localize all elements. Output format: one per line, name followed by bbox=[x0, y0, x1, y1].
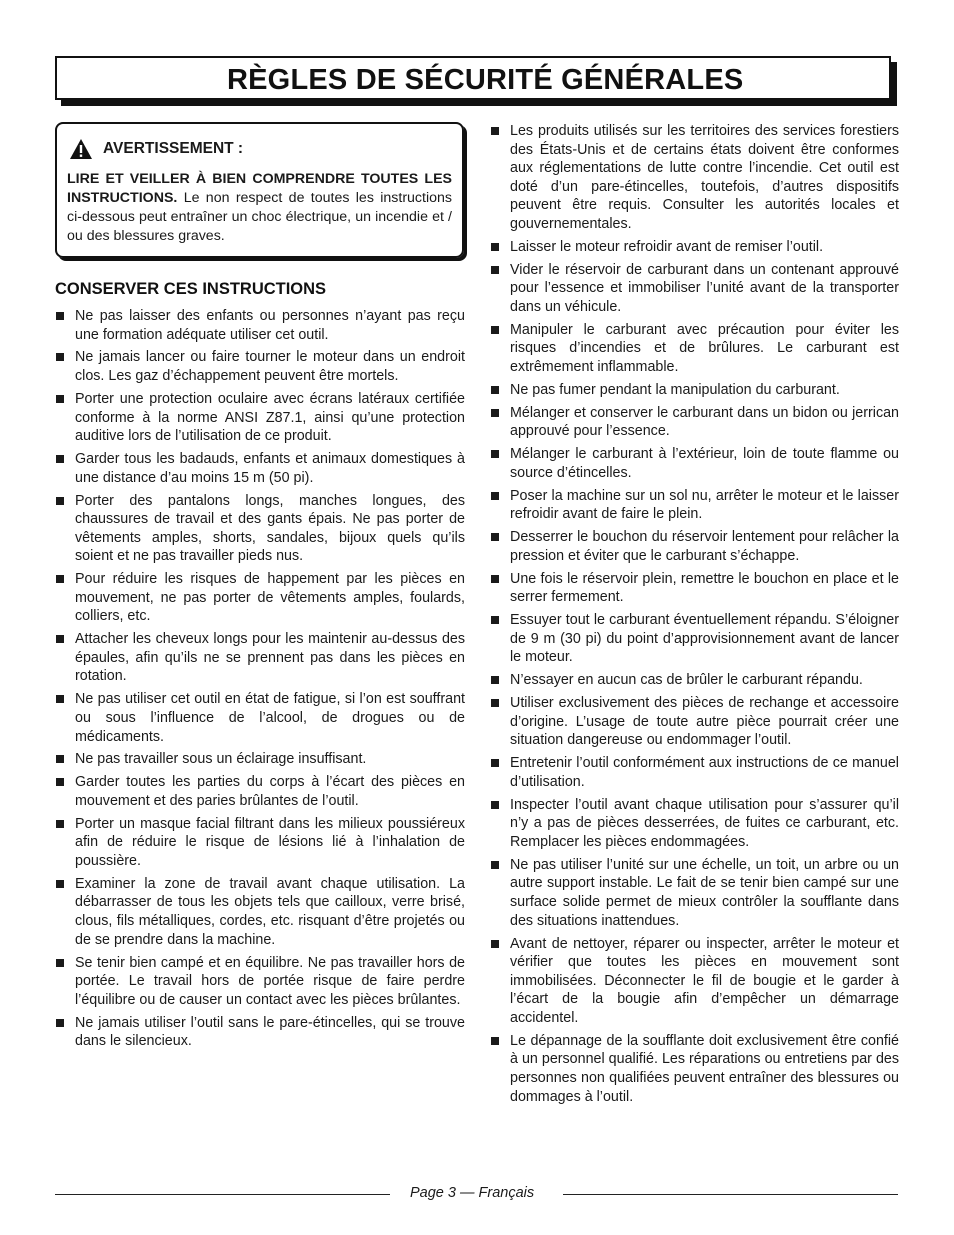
list-item bbox=[55, 390, 465, 446]
warning-bold-text: LIRE ET VEILLER À BIEN COMPRENDRE TOUTES LES INSTRUCTIONS. bbox=[67, 171, 452, 206]
left-column bbox=[55, 122, 465, 1055]
bullet-square-icon bbox=[491, 759, 499, 767]
list-item bbox=[55, 690, 465, 746]
list-item-text: Ne jamais lancer ou faire tourner le moteur dans un endroit clos. Les gaz d’échappement peuvent être mortels. bbox=[75, 349, 465, 385]
footer-rule-right bbox=[563, 1194, 898, 1195]
list-item bbox=[490, 528, 899, 565]
title-box bbox=[55, 56, 891, 100]
list-item bbox=[490, 381, 899, 400]
list-item-text: N’essayer en aucun cas de brûler le carburant répandu. bbox=[510, 672, 863, 689]
bullet-square-icon bbox=[491, 616, 499, 624]
list-item bbox=[490, 487, 899, 524]
list-item bbox=[490, 122, 899, 234]
warning-box bbox=[55, 122, 464, 258]
bullet-square-icon bbox=[491, 386, 499, 394]
list-item bbox=[490, 321, 899, 377]
list-item bbox=[490, 404, 899, 441]
bullet-square-icon bbox=[491, 243, 499, 251]
list-item-text: Ne pas travailler sous un éclairage insuffisant. bbox=[75, 751, 367, 768]
list-item bbox=[55, 570, 465, 626]
bullet-square-icon bbox=[491, 861, 499, 869]
list-item bbox=[490, 754, 899, 791]
bullet-square-icon bbox=[491, 575, 499, 583]
right-bullet-list bbox=[490, 122, 899, 1106]
warning-heading: AVERTISSEMENT : bbox=[103, 140, 244, 157]
list-item-text: Inspecter l’outil avant chaque utilisation pour s’assurer qu’il n’y a pas de pièces desserrées, de fuites ce carburant, etc. Remplacer les pièces endommagées. bbox=[510, 796, 899, 850]
list-item bbox=[490, 445, 899, 482]
list-item-text: Le dépannage de la soufflante doit exclusivement être confié à un personnel qualifié. Les réparations ou entretiens par des personnes non qualifiées peuvent entraîner des blessures ou dommages à l’outil. bbox=[510, 1032, 899, 1105]
section-heading: CONSERVER CES INSTRUCTIONS bbox=[55, 280, 327, 298]
list-item bbox=[55, 875, 465, 949]
list-item-text: Manipuler le carburant avec précaution pour éviter les risques d’incendies et de brûlures. Le carburant est extrêmement inflammable. bbox=[510, 321, 899, 376]
left-bullet-list bbox=[55, 307, 465, 1051]
bullet-square-icon bbox=[56, 820, 64, 828]
list-item-text: Porter des pantalons longs, manches longues, des chaussures de travail et des gants épais. Ne pas porter de vêtements amples, shorts, sandales, bijoux quels qu’ils soient et ne pas travailler pieds nus. bbox=[75, 492, 465, 565]
bullet-square-icon bbox=[491, 409, 499, 417]
bullet-square-icon bbox=[56, 880, 64, 888]
list-item-text: Les produits utilisés sur les territoires des services forestiers des États-Unis et de certains états doivent être conformes aux réglementations de lutte contre l’incendie. Cet outil est doté d’un pare-étincelles, toutefois, d’autres dispositifs peuvent être requis. Consulter les autorités locales et gouvernementales. bbox=[510, 123, 899, 232]
list-item-text: Porter un masque facial filtrant dans les milieux poussiéreux afin de réduire le risque de lésions lié à l’inhalation de poussière. bbox=[75, 815, 465, 869]
list-item-text: Une fois le réservoir plein, remettre le bouchon en place et le serrer fermement. bbox=[510, 570, 899, 606]
bullet-square-icon bbox=[56, 575, 64, 583]
list-item-text: Porter une protection oculaire avec écrans latéraux certifiée conforme à la norme ANSI Z87.1, ainsi qu’une protection auditive lors de l’utilisation de ce produit. bbox=[75, 390, 465, 445]
bullet-square-icon bbox=[491, 676, 499, 684]
list-item bbox=[490, 570, 899, 607]
list-item bbox=[490, 694, 899, 750]
list-item-text: Ne pas fumer pendant la manipulation du carburant. bbox=[510, 381, 840, 398]
warning-header bbox=[67, 138, 452, 160]
list-item-text: Attacher les cheveux longs pour les maintenir au-dessus des épaules, afin qu’ils ne se prennent pas dans les pièces en rotation. bbox=[75, 631, 465, 685]
list-item-text: Mélanger le carburant à l’extérieur, loin de toute flamme ou source d’étincelles. bbox=[510, 446, 899, 481]
list-item-text: Essuyer tout le carburant éventuellement répandu. S’éloigner de 9 m (30 pi) du point d’approvisionnement avant de lancer le moteur. bbox=[510, 612, 899, 666]
list-item-text: Pour réduire les risques de happement par les pièces en mouvement, ne pas porter de vêtements amples, foulards, colliers, etc. bbox=[75, 571, 465, 625]
bullet-square-icon bbox=[491, 1037, 499, 1045]
list-item bbox=[490, 856, 899, 930]
list-item-text: Ne pas utiliser cet outil en état de fatigue, si l’on est souffrant ou sous l’influence de l’alcool, de drogues ou de médicaments. bbox=[75, 691, 465, 745]
list-item bbox=[490, 1032, 899, 1106]
warning-triangle-icon bbox=[69, 138, 93, 160]
bullet-square-icon bbox=[491, 450, 499, 458]
bullet-square-icon bbox=[56, 1019, 64, 1027]
warning-text bbox=[67, 170, 452, 246]
bullet-square-icon bbox=[56, 755, 64, 763]
bullet-square-icon bbox=[491, 533, 499, 541]
list-item bbox=[55, 815, 465, 871]
bullet-square-icon bbox=[491, 492, 499, 500]
bullet-square-icon bbox=[491, 266, 499, 274]
list-item-text: Garder tous les badauds, enfants et animaux domestiques à une distance d’au moins 15 m (50 pi). bbox=[75, 451, 465, 486]
bullet-square-icon bbox=[56, 695, 64, 703]
list-item bbox=[490, 238, 899, 257]
list-item bbox=[55, 348, 465, 385]
list-item-text: Laisser le moteur refroidir avant de remiser l’outil. bbox=[510, 238, 824, 255]
page-footer bbox=[55, 1184, 898, 1204]
list-item bbox=[490, 935, 899, 1028]
list-item-text: Mélanger et conserver le carburant dans un bidon ou jerrican approuvé pour l’essence. bbox=[510, 404, 899, 440]
list-item bbox=[490, 261, 899, 317]
bullet-square-icon bbox=[491, 326, 499, 334]
list-item bbox=[55, 773, 465, 810]
warning-body-text: Le non respect de toutes les instructions ci-dessous peut entraîner un choc électrique, un incendie et / ou des blessures graves. bbox=[67, 190, 452, 244]
footer-rule-left bbox=[55, 1194, 390, 1195]
list-item-text: Examiner la zone de travail avant chaque utilisation. La débarrasser de tous les objets tels que cailloux, verre brisé, clous, fils métalliques, cordes, etc. risquant d’être projetés ou de se prendre dans la machine. bbox=[75, 875, 465, 948]
list-item-text: Ne pas laisser des enfants ou personnes n’ayant pas reçu une formation adéquate utiliser cet outil. bbox=[75, 308, 465, 343]
page-number: Page 3 — Français bbox=[410, 1185, 535, 1201]
list-item bbox=[55, 307, 465, 344]
bullet-square-icon bbox=[491, 940, 499, 948]
list-item bbox=[55, 630, 465, 686]
bullet-square-icon bbox=[56, 455, 64, 463]
list-item bbox=[490, 611, 899, 667]
list-item-text: Avant de nettoyer, réparer ou inspecter, arrêter le moteur et vérifier que toutes les pièces en mouvement sont immobilisées. Déconnecter le fil de bougie et le garder à l’écart de la bougie afin d’empêcher un démarrage accidentel. bbox=[510, 935, 899, 1026]
bullet-square-icon bbox=[56, 497, 64, 505]
list-item-text: Utiliser exclusivement des pièces de rechange et accessoire d’origine. L’usage de toute autre pièce pourrait créer une situation dangereuse ou endommager l’outil. bbox=[510, 695, 899, 749]
list-item bbox=[490, 671, 899, 690]
list-item bbox=[55, 750, 465, 769]
list-item bbox=[55, 1014, 465, 1051]
list-item-text: Vider le réservoir de carburant dans un contenant approuvé pour l’essence et immobiliser l’unité avant de la transporter dans un véhicule. bbox=[510, 261, 899, 315]
bullet-square-icon bbox=[56, 312, 64, 320]
bullet-square-icon bbox=[56, 635, 64, 643]
list-item bbox=[490, 796, 899, 852]
right-column bbox=[490, 122, 899, 1110]
list-item-text: Entretenir l’outil conformément aux instructions de ce manuel d’utilisation. bbox=[510, 755, 899, 790]
bullet-square-icon bbox=[491, 801, 499, 809]
bullet-square-icon bbox=[491, 699, 499, 707]
bullet-square-icon bbox=[56, 959, 64, 967]
bullet-square-icon bbox=[56, 395, 64, 403]
list-item-text: Desserrer le bouchon du réservoir lentement pour relâcher la pression et éviter que le carburant s’échappe. bbox=[510, 529, 899, 564]
list-item-text: Garder toutes les parties du corps à l’écart des pièces en mouvement et des paries brûlantes de l’outil. bbox=[75, 774, 465, 809]
bullet-square-icon bbox=[56, 778, 64, 786]
bullet-square-icon bbox=[56, 353, 64, 361]
list-item-text: Ne jamais utiliser l’outil sans le pare-étincelles, qui se trouve dans le silencieux. bbox=[75, 1014, 465, 1050]
list-item-text: Se tenir bien campé et en équilibre. Ne pas travailler hors de portée. Le travail hors de portée risque de faire perdre l’équilibre ou de causer un contact avec les pièces brûlantes. bbox=[75, 954, 465, 1008]
page-title: RÈGLES DE SÉCURITÉ GÉNÉRALES bbox=[227, 64, 744, 96]
list-item-text: Ne pas utiliser l’unité sur une échelle, un toit, un arbre ou un autre support instable. Le fait de se tenir bien campé sur une surface solide permet de mieux contrôler la soufflante dans des situations inattendues. bbox=[510, 856, 899, 929]
list-item bbox=[55, 450, 465, 487]
bullet-square-icon bbox=[491, 127, 499, 135]
list-item bbox=[55, 492, 465, 566]
list-item-text: Poser la machine sur un sol nu, arrêter le moteur et le laisser refroidir avant de faire le plein. bbox=[510, 487, 899, 523]
list-item bbox=[55, 954, 465, 1010]
